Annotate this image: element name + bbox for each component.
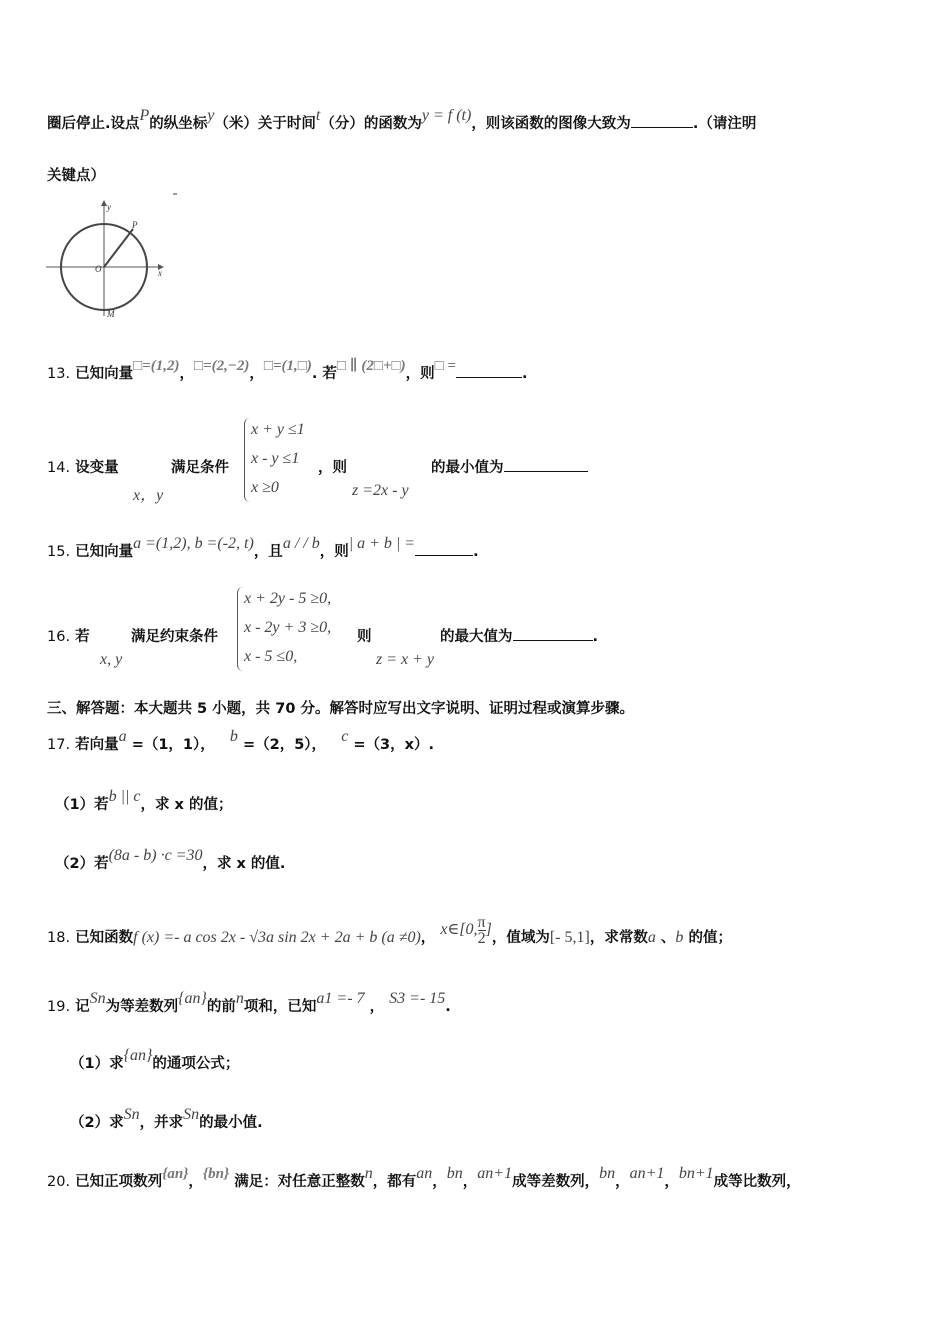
intro-line-1: 圈后停止.设点P的纵坐标y（米）关于时间t（分）的函数为y = f (t)，则该函数的图像大致为 .（请注明 <box>47 107 757 132</box>
q14-constraint-3: x ≥0 <box>251 479 279 496</box>
q16-condition-text: 满足约束条件 <box>131 629 218 645</box>
q16-then: 则 <box>357 629 372 645</box>
q15: 15. 已知向量a =(1,2), b =(-2, t)，且a / / b，则| a + b | = . <box>47 535 479 560</box>
label-P: P <box>132 220 138 230</box>
q15-parallel: a / / b <box>282 535 320 552</box>
vector-a: □=(1,2) <box>133 358 180 374</box>
q18-range: [- 5,1] <box>549 929 590 947</box>
q18-domain: x∈[0, $\frac{\pi}{2}$ ] <box>440 914 492 947</box>
q14-constraint-1: x + y ≤1 <box>251 421 305 438</box>
intro-line-2: 关键点） <box>47 168 105 184</box>
q16-constraint-1: x + 2y - 5 ≥0, <box>244 590 332 607</box>
label-M: M <box>107 309 115 319</box>
var-P: P <box>139 107 150 124</box>
q15-vectors: a =(1,2), b =(-2, t) <box>133 535 254 552</box>
answer-blank[interactable] <box>513 628 593 641</box>
q16-vars: x, y <box>100 651 123 668</box>
label-x: x <box>158 268 162 278</box>
q18-function: f (x) =- a cos 2x - √3a sin 2x + 2a + b (a ≠0) <box>133 929 421 947</box>
answer-blank[interactable] <box>415 543 473 556</box>
q15-magnitude: | a + b | = <box>348 535 416 552</box>
parallel-condition: □ ∥ (2□+□) <box>336 358 406 374</box>
q14-label: 14. 设变量 <box>47 460 119 476</box>
q14-objective: z =2x - y <box>352 482 409 499</box>
q19: 19. 记Sn为等差数列{an}的前n项和，已知a1 =- 7 ， S3 =- 15. <box>47 990 451 1015</box>
section-3-heading: 三、解答题：本大题共 5 小题，共 70 分。解答时应写出文字说明、证明过程或演算步骤。 <box>47 701 634 717</box>
q19-part-1: （1）求{an}的通项公式； <box>70 1047 240 1072</box>
q20: 20. 已知正项数列{an}，{bn} 满足：对任意正整数n，都有an，bn，an+1成等差数列，bn，an+1，bn+1成等比数列， <box>47 1165 801 1190</box>
q17: 17. 若向量a =（1，1）， b =（2，5）， c =（3，x）. <box>47 728 434 753</box>
answer-blank[interactable] <box>456 365 522 378</box>
label-O: O <box>95 264 102 274</box>
unknown-lambda: □ = <box>434 358 456 374</box>
func-y-f-t: y = f (t) <box>421 107 472 124</box>
var-t: t <box>315 107 321 124</box>
vector-b: □=(2,−2) <box>193 358 250 374</box>
q18: 18. 已知函数f (x) =- a cos 2x - √3a sin 2x + 2a + b (a ≠0)， x∈[0, $\frac{\pi}{2}$ ]，值域为[- 5,1]，求常数a 、b 的值； <box>47 914 732 947</box>
q19-part-2: （2）求Sn，并求Sn的最小值. <box>70 1106 263 1131</box>
circle-figure <box>40 190 190 325</box>
q14-vars: x，y <box>133 487 164 504</box>
q13: 13. 已知向量□=(1,2)，□=(2,−2)，□=(1,□). 若□ ∥ (2□+□)，则□ = . <box>47 358 528 382</box>
q17-part-2: （2）若(8a - b) ·c =30，求 x 的值. <box>55 847 286 872</box>
q14-condition-text: 满足条件 <box>171 460 229 476</box>
q17-part-1: （1）若b || c，求 x 的值； <box>55 788 233 813</box>
q16-constraint-2: x - 2y + 3 ≥0, <box>244 619 332 636</box>
answer-blank[interactable] <box>631 115 693 128</box>
q16-ask: 的最大值为 . <box>440 629 599 645</box>
q14-constraint-2: x - y ≤1 <box>251 450 300 467</box>
q16-constraint-3: x - 5 ≤0, <box>244 648 298 665</box>
var-y: y <box>207 107 215 124</box>
q14-ask: 的最小值为 <box>431 456 588 477</box>
q16-label: 16. 若 <box>47 629 90 645</box>
label-y: y <box>107 202 111 212</box>
q14-then: ，则 <box>318 460 347 476</box>
q16-objective: z = x + y <box>376 651 435 668</box>
answer-blank[interactable] <box>504 459 588 472</box>
radius-OP <box>104 229 133 267</box>
vector-c: □=(1,□) <box>263 358 312 374</box>
